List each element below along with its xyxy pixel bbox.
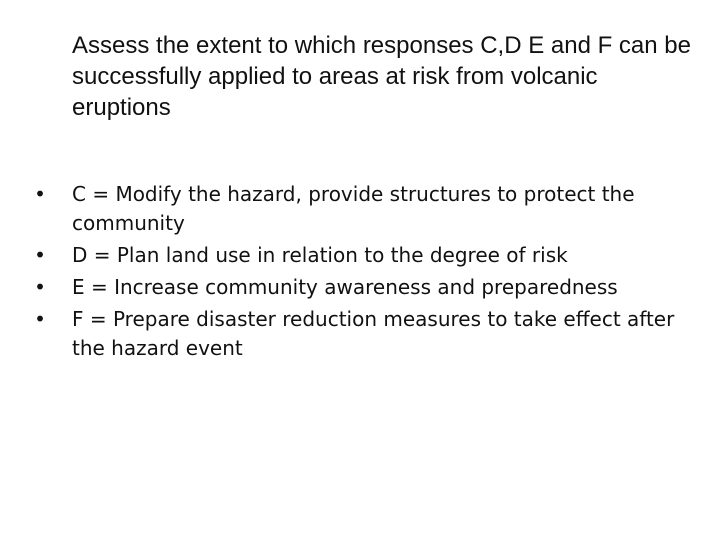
slide-title: Assess the extent to which responses C,D E and F can be successfully applied to areas at risk from volcanic eruptions — [72, 32, 691, 121]
bullet-dot-icon: • — [34, 182, 46, 206]
bullet-item-e — [30, 273, 710, 302]
bullet-dot-icon: • — [34, 243, 46, 267]
bullet-dot-icon: • — [34, 275, 46, 299]
bullet-text: F = Prepare disaster reduction measures to take effect after the hazard event — [72, 307, 675, 360]
bullet-text: C = Modify the hazard, provide structures to protect the community — [72, 182, 635, 235]
bullet-text: E = Increase community awareness and preparedness — [72, 275, 618, 299]
bullet-list — [30, 180, 710, 366]
bullet-dot-icon: • — [34, 307, 46, 331]
bullet-item-d — [30, 241, 710, 270]
bullet-item-c — [30, 180, 710, 238]
bullet-item-f — [30, 305, 710, 363]
bullet-text: D = Plan land use in relation to the degree of risk — [72, 243, 568, 267]
